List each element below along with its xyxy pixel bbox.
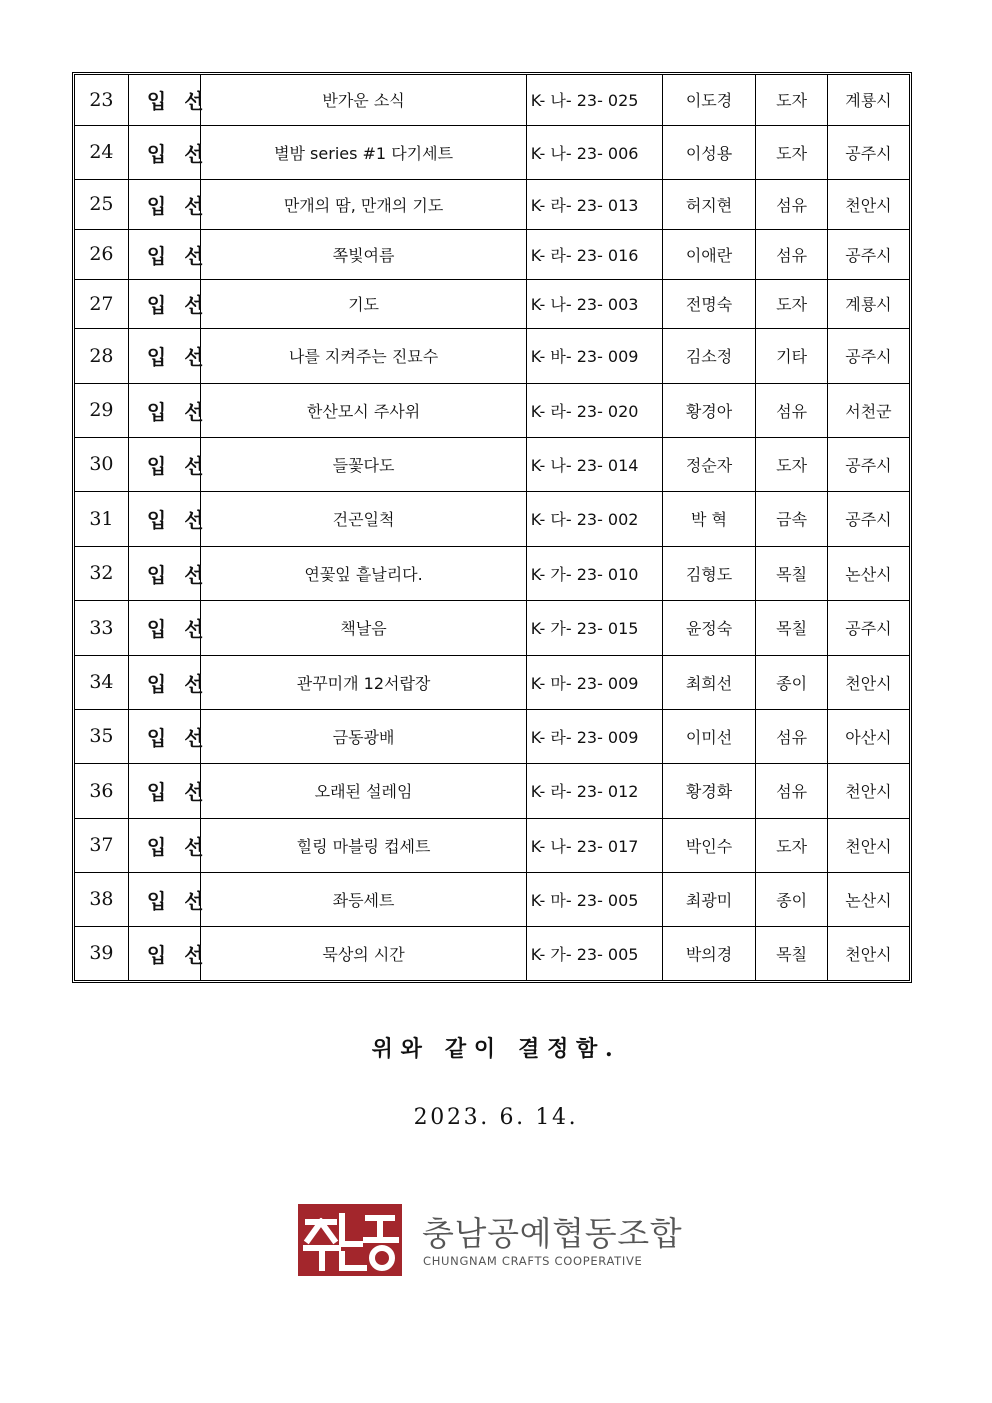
artist-name: 김형도 xyxy=(662,546,756,600)
organization-logo xyxy=(298,1204,698,1278)
work-title: 힐링 마블링 컵세트 xyxy=(201,818,526,872)
row-number: 23 xyxy=(75,75,128,125)
table-row xyxy=(75,546,909,600)
row-number: 28 xyxy=(75,328,128,383)
work-title: 별밤 series #1 다기세트 xyxy=(201,125,526,179)
craft-category: 종이 xyxy=(756,872,828,926)
work-title: 쪽빛여름 xyxy=(201,229,526,279)
work-title: 건곤일척 xyxy=(201,491,526,546)
artist-name: 황경아 xyxy=(662,383,756,437)
award-grade: 입선 xyxy=(128,926,201,980)
results-table xyxy=(75,75,909,980)
logo-mark-icon xyxy=(298,1204,402,1276)
craft-category: 종이 xyxy=(756,655,828,709)
row-number: 33 xyxy=(75,600,128,655)
award-grade: 입선 xyxy=(128,655,201,709)
work-title: 연꽃잎 흩날리다. xyxy=(201,546,526,600)
entry-code: K- 마- 23- 009 xyxy=(526,655,662,709)
work-title: 관꾸미개 12서랍장 xyxy=(201,655,526,709)
award-grade: 입선 xyxy=(128,763,201,818)
award-grade: 입선 xyxy=(128,491,201,546)
award-grade: 입선 xyxy=(128,279,201,328)
row-number: 31 xyxy=(75,491,128,546)
award-grade: 입선 xyxy=(128,709,201,763)
artist-region: 공주시 xyxy=(827,437,909,491)
artist-name: 박 혁 xyxy=(662,491,756,546)
artist-region: 천안시 xyxy=(827,655,909,709)
award-grade: 입선 xyxy=(128,872,201,926)
work-title: 좌등세트 xyxy=(201,872,526,926)
artist-region: 공주시 xyxy=(827,491,909,546)
work-title: 만개의 땀, 만개의 기도 xyxy=(201,179,526,229)
artist-region: 천안시 xyxy=(827,763,909,818)
craft-category: 섬유 xyxy=(756,229,828,279)
entry-code: K- 가- 23- 010 xyxy=(526,546,662,600)
craft-category: 도자 xyxy=(756,818,828,872)
craft-category: 목칠 xyxy=(756,926,828,980)
award-grade: 입선 xyxy=(128,75,201,125)
entry-code: K- 다- 23- 002 xyxy=(526,491,662,546)
work-title: 책날음 xyxy=(201,600,526,655)
award-grade: 입선 xyxy=(128,179,201,229)
entry-code: K- 라- 23- 016 xyxy=(526,229,662,279)
entry-code: K- 라- 23- 012 xyxy=(526,763,662,818)
row-number: 29 xyxy=(75,383,128,437)
craft-category: 섬유 xyxy=(756,709,828,763)
entry-code: K- 라- 23- 020 xyxy=(526,383,662,437)
entry-code: K- 나- 23- 003 xyxy=(526,279,662,328)
table-row xyxy=(75,600,909,655)
row-number: 37 xyxy=(75,818,128,872)
craft-category: 도자 xyxy=(756,437,828,491)
logo-name-korean: 충남공예협동조합 xyxy=(422,1214,683,1253)
artist-name: 김소정 xyxy=(662,328,756,383)
artist-region: 천안시 xyxy=(827,926,909,980)
craft-category: 도자 xyxy=(756,75,828,125)
artist-region: 공주시 xyxy=(827,229,909,279)
row-number: 32 xyxy=(75,546,128,600)
table-row xyxy=(75,437,909,491)
award-grade: 입선 xyxy=(128,328,201,383)
entry-code: K- 나- 23- 006 xyxy=(526,125,662,179)
craft-category: 도자 xyxy=(756,125,828,179)
craft-category: 섬유 xyxy=(756,383,828,437)
table-row xyxy=(75,279,909,328)
results-table-frame xyxy=(72,72,912,983)
craft-category: 목칠 xyxy=(756,600,828,655)
award-grade: 입선 xyxy=(128,125,201,179)
artist-name: 박의경 xyxy=(662,926,756,980)
artist-region: 아산시 xyxy=(827,709,909,763)
row-number: 38 xyxy=(75,872,128,926)
table-row xyxy=(75,872,909,926)
entry-code: K- 가- 23- 015 xyxy=(526,600,662,655)
artist-name: 최광미 xyxy=(662,872,756,926)
row-number: 27 xyxy=(75,279,128,328)
award-grade: 입선 xyxy=(128,229,201,279)
decision-date: 2023. 6. 14. xyxy=(413,1105,579,1130)
work-title: 기도 xyxy=(201,279,526,328)
row-number: 35 xyxy=(75,709,128,763)
award-grade: 입선 xyxy=(128,383,201,437)
work-title: 들꽃다도 xyxy=(201,437,526,491)
table-row xyxy=(75,491,909,546)
table-row xyxy=(75,328,909,383)
craft-category: 기타 xyxy=(756,328,828,383)
entry-code: K- 나- 23- 025 xyxy=(526,75,662,125)
artist-name: 이성용 xyxy=(662,125,756,179)
craft-category: 금속 xyxy=(756,491,828,546)
entry-code: K- 라- 23- 013 xyxy=(526,179,662,229)
work-title: 묵상의 시간 xyxy=(201,926,526,980)
decision-statement: 위와 같이 결정함. xyxy=(371,1036,621,1062)
work-title: 오래된 설레임 xyxy=(201,763,526,818)
row-number: 24 xyxy=(75,125,128,179)
award-grade: 입선 xyxy=(128,818,201,872)
table-row xyxy=(75,179,909,229)
artist-name: 황경화 xyxy=(662,763,756,818)
table-row xyxy=(75,125,909,179)
craft-category: 섬유 xyxy=(756,763,828,818)
artist-name: 허지현 xyxy=(662,179,756,229)
artist-region: 논산시 xyxy=(827,546,909,600)
table-row xyxy=(75,229,909,279)
artist-name: 정순자 xyxy=(662,437,756,491)
work-title: 반가운 소식 xyxy=(201,75,526,125)
artist-region: 공주시 xyxy=(827,600,909,655)
entry-code: K- 나- 23- 014 xyxy=(526,437,662,491)
artist-region: 공주시 xyxy=(827,125,909,179)
artist-region: 서천군 xyxy=(827,383,909,437)
artist-region: 논산시 xyxy=(827,872,909,926)
artist-region: 공주시 xyxy=(827,328,909,383)
table-row xyxy=(75,818,909,872)
artist-region: 계룡시 xyxy=(827,279,909,328)
table-row xyxy=(75,709,909,763)
row-number: 39 xyxy=(75,926,128,980)
artist-name: 이애란 xyxy=(662,229,756,279)
award-grade: 입선 xyxy=(128,437,201,491)
table-row xyxy=(75,655,909,709)
artist-name: 전명숙 xyxy=(662,279,756,328)
artist-name: 이도경 xyxy=(662,75,756,125)
artist-region: 계룡시 xyxy=(827,75,909,125)
row-number: 34 xyxy=(75,655,128,709)
table-row xyxy=(75,763,909,818)
work-title: 금동광배 xyxy=(201,709,526,763)
work-title: 한산모시 주사위 xyxy=(201,383,526,437)
entry-code: K- 나- 23- 017 xyxy=(526,818,662,872)
table-row xyxy=(75,75,909,125)
artist-region: 천안시 xyxy=(827,818,909,872)
artist-name: 윤정숙 xyxy=(662,600,756,655)
table-row xyxy=(75,383,909,437)
craft-category: 목칠 xyxy=(756,546,828,600)
artist-name: 이미선 xyxy=(662,709,756,763)
craft-category: 도자 xyxy=(756,279,828,328)
artist-name: 최희선 xyxy=(662,655,756,709)
row-number: 26 xyxy=(75,229,128,279)
award-grade: 입선 xyxy=(128,546,201,600)
craft-category: 섬유 xyxy=(756,179,828,229)
table-row xyxy=(75,926,909,980)
logo-name-english: CHUNGNAM CRAFTS COOPERATIVE xyxy=(423,1254,643,1268)
artist-region: 천안시 xyxy=(827,179,909,229)
entry-code: K- 바- 23- 009 xyxy=(526,328,662,383)
award-grade: 입선 xyxy=(128,600,201,655)
row-number: 36 xyxy=(75,763,128,818)
row-number: 25 xyxy=(75,179,128,229)
artist-name: 박인수 xyxy=(662,818,756,872)
row-number: 30 xyxy=(75,437,128,491)
entry-code: K- 마- 23- 005 xyxy=(526,872,662,926)
entry-code: K- 라- 23- 009 xyxy=(526,709,662,763)
work-title: 나를 지켜주는 진묘수 xyxy=(201,328,526,383)
entry-code: K- 가- 23- 005 xyxy=(526,926,662,980)
